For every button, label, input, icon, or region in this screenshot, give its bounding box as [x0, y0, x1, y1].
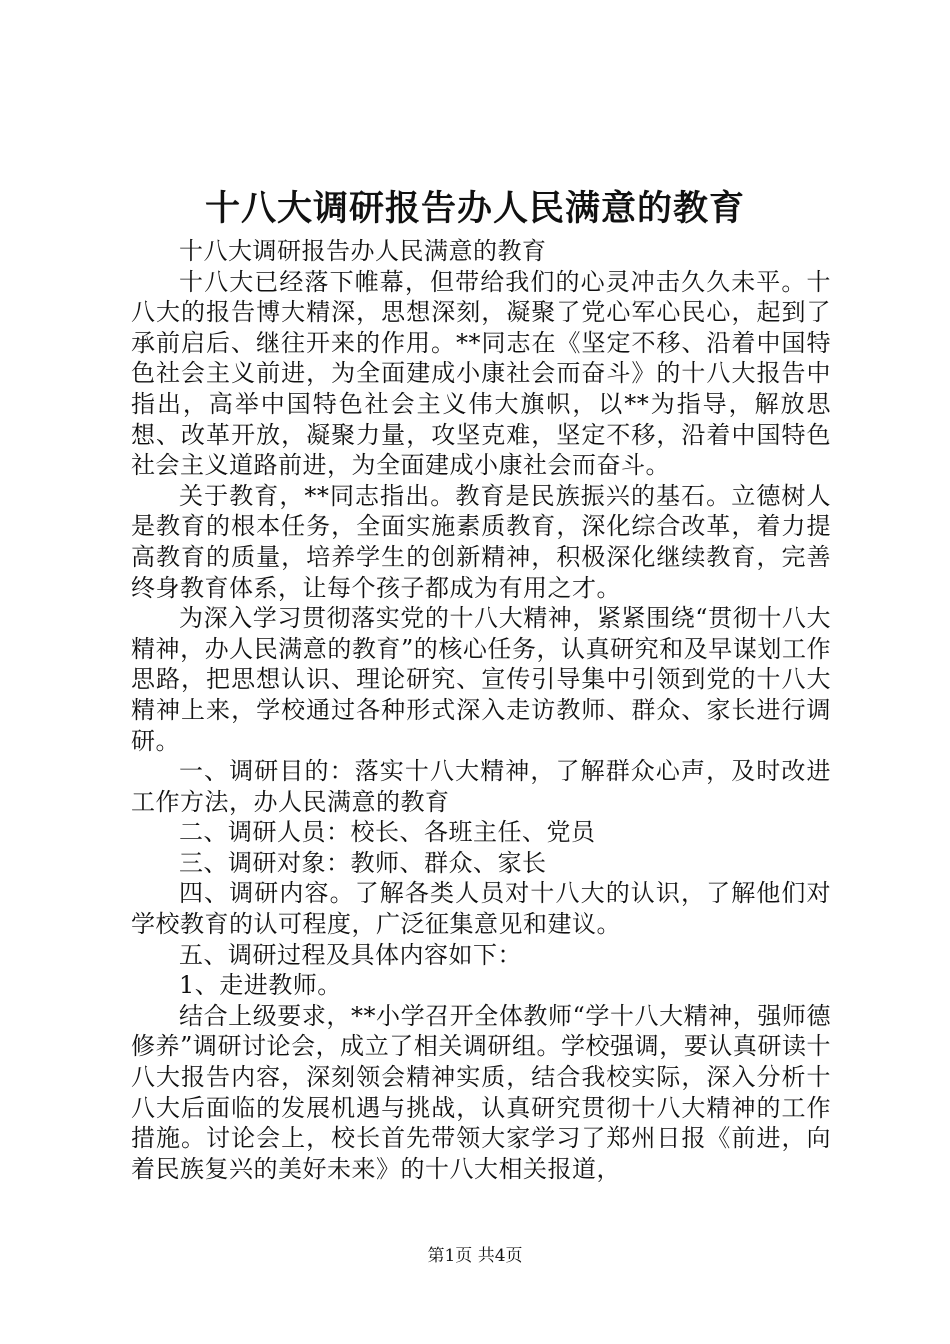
document-body [131, 236, 831, 1184]
paragraph: 十八大已经落下帷幕，但带给我们的心灵冲击久久未平。十八大的报告博大精深，思想深刻，凝聚了党心军心民心，起到了承前启后、继往开来的作用。**同志在《坚定不移、沿着中国特色社会主义前进，为全面建成小康社会而奋斗》的十八大报告中指出，高举中国特色社会主义伟大旗帜，以**为指导，解放思想、改革开放，凝聚力量，攻坚克难，坚定不移，沿着中国特色社会主义道路前进，为全面建成小康社会而奋斗。 [131, 267, 831, 480]
paragraph: 结合上级要求，**小学召开全体教师“学十八大精神，强师德修养”调研讨论会，成立了相关调研组。学校强调，要认真研读十八大报告内容，深刻领会精神实质，结合我校实际，深入分析十八大后面临的发展机遇与挑战，认真研究贯彻十八大精神的工作措施。讨论会上，校长首先带领大家学习了郑州日报《前进，向着民族复兴的美好未来》的十八大相关报道， [131, 1001, 831, 1183]
paragraph: 十八大调研报告办人民满意的教育 [179, 237, 547, 265]
paragraph: 五、调研过程及具体内容如下： [179, 940, 522, 969]
page-footer: 第1页 共4页 [427, 1246, 523, 1266]
paragraph: 二、调研人员：校长、各班主任、党员 [179, 818, 596, 847]
paragraph: 四、调研内容。了解各类人员对十八大的认识，了解他们对学校教育的认可程度，广泛征集意见和建议。 [131, 879, 831, 939]
paragraph: 为深入学习贯彻落实党的十八大精神，紧紧围绕“贯彻十八大精神，办人民满意的教育”的核心任务，认真研究和及早谋划工作思路，把思想认识、理论研究、宣传引导集中引领到党的十八大精神上来，学校通过各种形式深入走访教师、群众、家长进行调研。 [131, 604, 831, 755]
document-title: 十八大调研报告办人民满意的教育 [204, 188, 745, 229]
paragraph: 1、走进教师。 [179, 971, 342, 1000]
paragraph: 一、调研目的：落实十八大精神，了解群众心声，及时改进工作方法，办人民满意的教育 [131, 757, 831, 816]
paragraph: 关于教育，**同志指出。教育是民族振兴的基石。立德树人是教育的根本任务，全面实施素质教育，深化综合改革，着力提高教育的质量，培养学生的创新精神，积极深化继续教育，完善终身教育体系，让每个孩子都成为有用之才。 [131, 481, 831, 602]
paragraph: 三、调研对象：教师、群众、家长 [179, 848, 547, 877]
